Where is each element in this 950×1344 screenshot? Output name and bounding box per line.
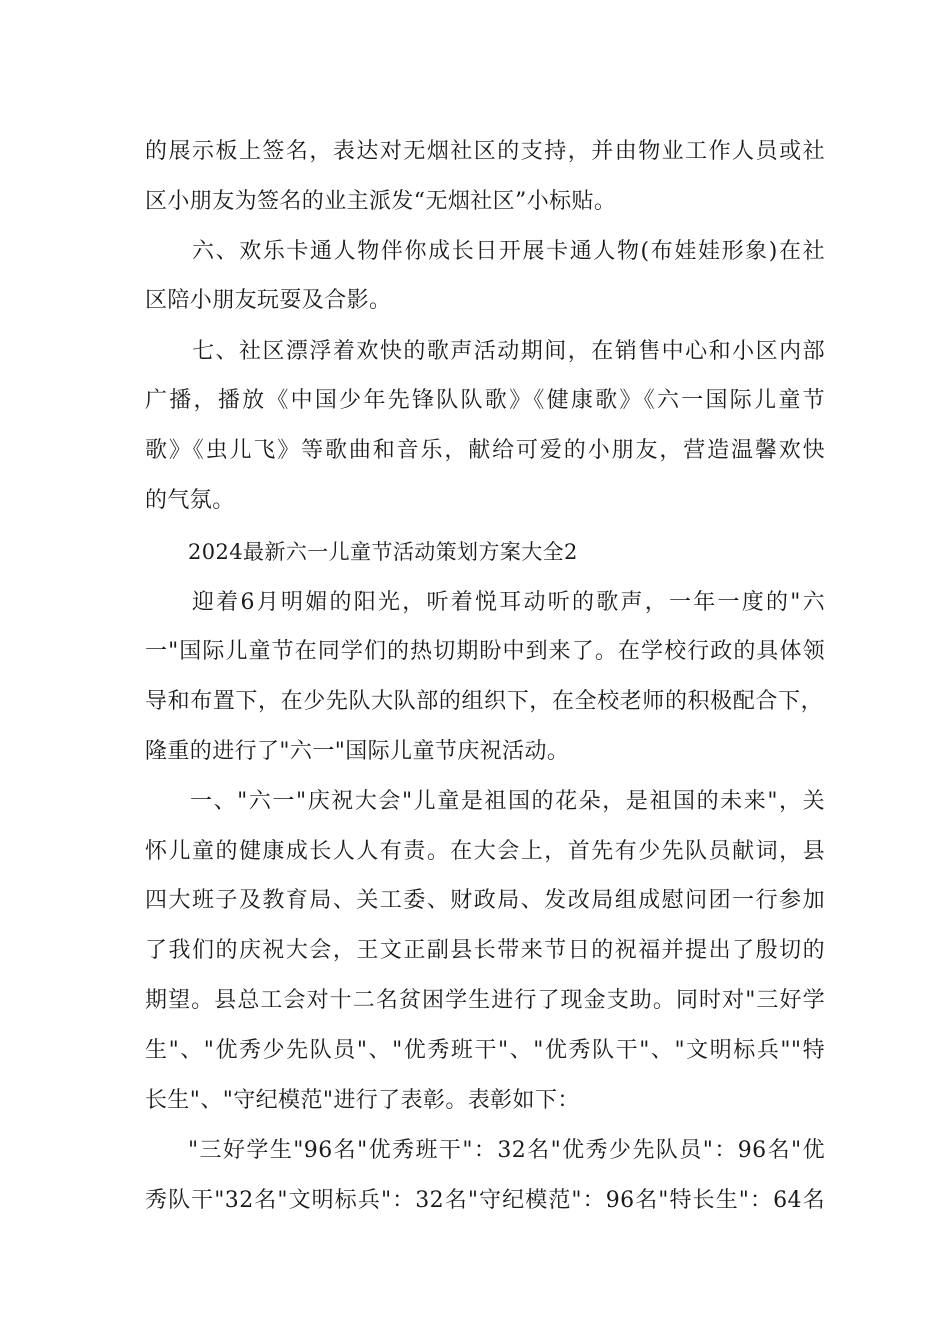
text-line: 生"、"优秀少先队员"、"优秀班干"、"优秀队干"、"文明标兵""特	[145, 1038, 825, 1063]
text-line: 长生"、"守纪模范"进行了表彰。表彰如下：	[145, 1088, 580, 1113]
text-line: 隆重的进行了"六一"国际儿童节庆祝活动。	[145, 739, 570, 764]
text-line: 歌》《虫儿飞》等歌曲和音乐，献给可爱的小朋友，营造温馨欢快	[145, 438, 825, 463]
text-line: 一"国际儿童节在同学们的热切期盼中到来了。在学校行政的具体领	[145, 639, 825, 664]
text-line: 一、"六一"庆祝大会"儿童是祖国的花朵，是祖国的未来"，关	[190, 789, 825, 814]
text-line: "三好学生"96名"优秀班干"：32名"优秀少先队员"：96名"优	[188, 1138, 825, 1163]
section-heading: 2024最新六一儿童节活动策划方案大全2	[188, 540, 578, 564]
text-line: 迎着6月明媚的阳光，听着悦耳动听的歌声，一年一度的"六	[192, 590, 825, 615]
text-line: 七、社区漂浮着欢快的歌声活动期间，在销售中心和小区内部	[192, 339, 825, 364]
text-line: 怀儿童的健康成长人人有责。在大会上，首先有少先队员献词，县	[145, 839, 825, 864]
text-line: 的展示板上签名，表达对无烟社区的支持，并由物业工作人员或社	[145, 139, 825, 164]
text-line: 六、欢乐卡通人物伴你成长日开展卡通人物(布娃娃形象)在社	[192, 239, 825, 264]
text-line: 了我们的庆祝大会，王文正副县长带来节日的祝福并提出了殷切的	[145, 938, 825, 963]
text-line: 区小朋友为签名的业主派发“无烟社区”小标贴。	[145, 189, 617, 214]
text-line: 广播，播放《中国少年先锋队队歌》《健康歌》《六一国际儿童节	[145, 388, 825, 413]
text-line: 期望。县总工会对十二名贫困学生进行了现金支助。同时对"三好学	[145, 988, 825, 1013]
text-line: 的气氛。	[145, 488, 235, 513]
text-line: 秀队干"32名"文明标兵"：32名"守纪模范"：96名"特长生"：64名	[145, 1188, 825, 1213]
text-line: 区陪小朋友玩耍及合影。	[145, 288, 392, 313]
text-line: 导和布置下，在少先队大队部的组织下，在全校老师的积极配合下，	[145, 689, 823, 714]
text-line: 四大班子及教育局、关工委、财政局、发改局组成慰问团一行参加	[145, 888, 825, 913]
